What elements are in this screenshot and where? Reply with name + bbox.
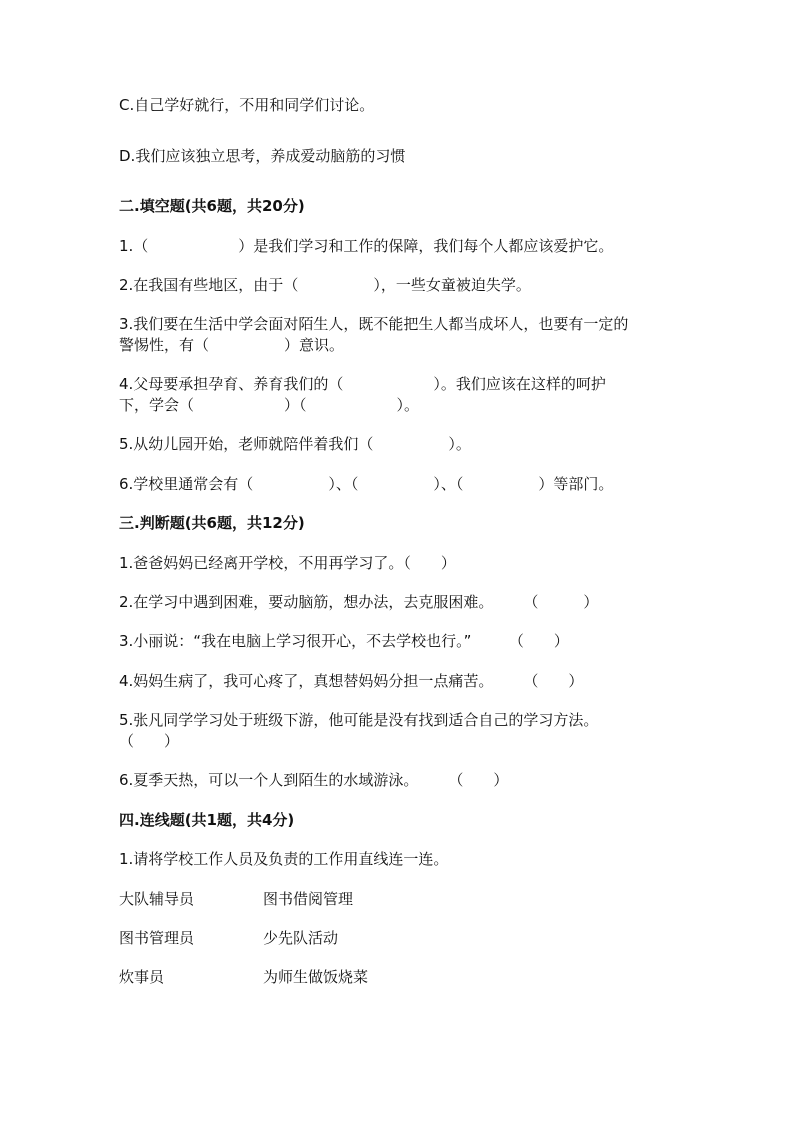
fill-in-question-5: 5.从幼儿园开始，老师就陪伴着我们（ ）。 <box>119 435 471 453</box>
fill-in-question-3-line-2: 警惕性，有（ ）意识。 <box>119 336 345 354</box>
option-c: C.自己学好就行，不用和同学们讨论。 <box>119 96 375 114</box>
true-false-question-3: 3.小丽说：“我在电脑上学习很开心，不去学校也行。” （ ） <box>119 632 569 650</box>
fill-in-question-2: 2.在我国有些地区，由于（ ），一些女童被迫失学。 <box>119 276 531 294</box>
matching-left-item-2: 图书管理员 <box>119 929 195 947</box>
fill-in-question-4-line-1: 4.父母要承担孕育、养育我们的（ ）。我们应该在这样的呵护 <box>119 375 606 393</box>
true-false-question-4: 4.妈妈生病了，我可心疼了，真想替妈妈分担一点痛苦。 （ ） <box>119 672 584 690</box>
matching-right-item-3: 为师生做饭烧菜 <box>263 968 369 986</box>
true-false-question-5-line-2: （ ） <box>119 732 180 750</box>
true-false-question-2: 2.在学习中遇到困难，要动脑筋，想办法，去克服困难。 （ ） <box>119 593 599 611</box>
section-heading-matching: 四.连线题(共1题，共4分) <box>119 811 295 829</box>
true-false-question-6: 6.夏季天热，可以一个人到陌生的水域游泳。 （ ） <box>119 771 509 789</box>
true-false-question-1: 1.爸爸妈妈已经离开学校，不用再学习了。（ ） <box>119 554 456 572</box>
matching-left-item-3: 炊事员 <box>119 968 165 986</box>
fill-in-question-3-line-1: 3.我们要在生活中学会面对陌生人，既不能把生人都当成坏人，也要有一定的 <box>119 315 629 333</box>
section-heading-true-false: 三.判断题(共6题，共12分) <box>119 514 305 532</box>
fill-in-question-4-line-2: 下，学会（ ）（ ）。 <box>119 396 420 414</box>
matching-question-1: 1.请将学校工作人员及负责的工作用直线连一连。 <box>119 850 449 868</box>
section-heading-fill-in: 二.填空题(共6题，共20分) <box>119 197 305 215</box>
matching-right-item-2: 少先队活动 <box>263 929 339 947</box>
fill-in-question-6: 6.学校里通常会有（ ）、（ ）、（ ）等部门。 <box>119 475 614 493</box>
option-d: D.我们应该独立思考，养成爱动脑筋的习惯 <box>119 147 406 165</box>
matching-left-item-1: 大队辅导员 <box>119 890 195 908</box>
fill-in-question-1: 1.（ ）是我们学习和工作的保障，我们每个人都应该爱护它。 <box>119 237 614 255</box>
true-false-question-5-line-1: 5.张凡同学学习处于班级下游，他可能是没有找到适合自己的学习方法。 <box>119 711 599 729</box>
matching-right-item-1: 图书借阅管理 <box>263 890 354 908</box>
